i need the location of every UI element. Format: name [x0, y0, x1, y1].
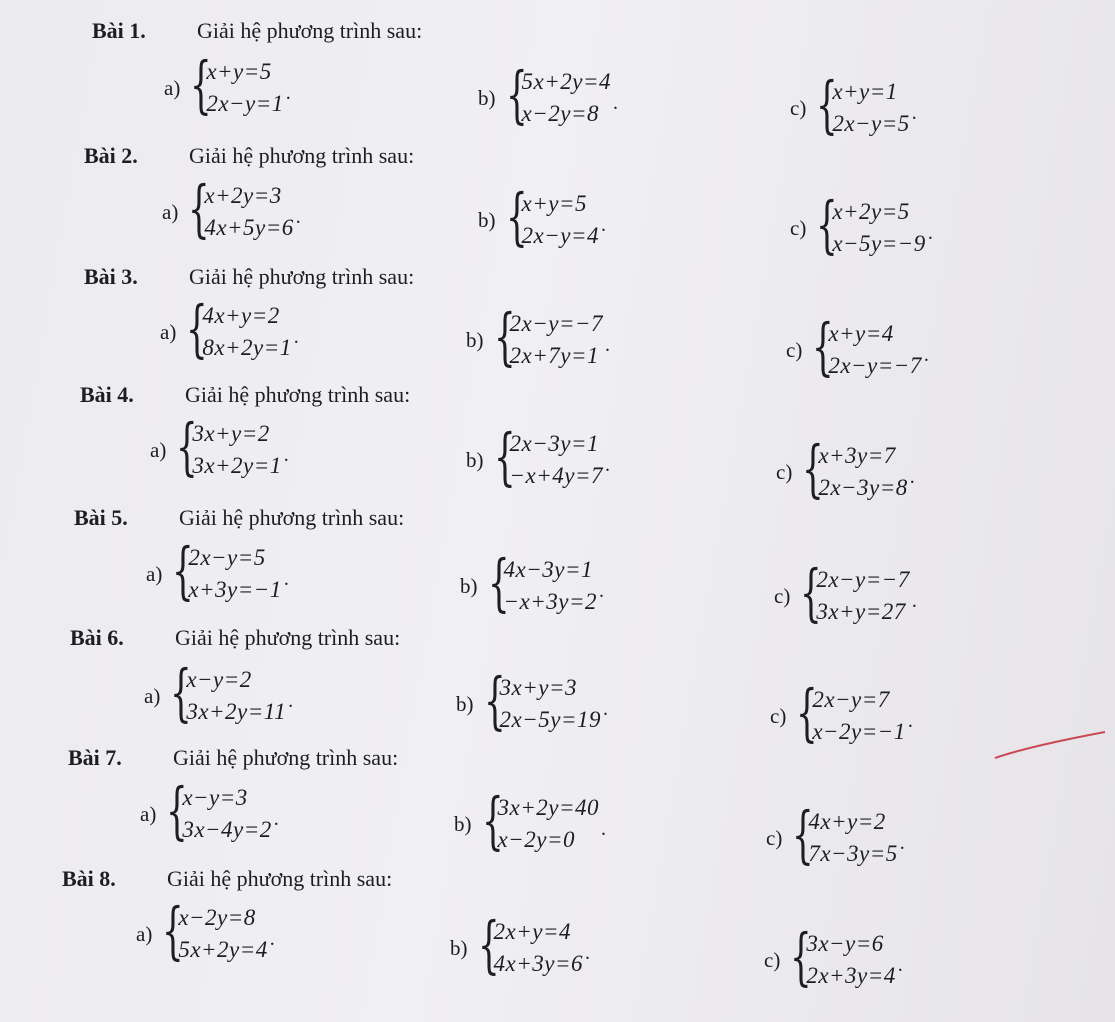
equation: 3x+y=27 [816, 599, 906, 624]
left-brace: { [812, 310, 835, 383]
left-brace: { [487, 546, 510, 619]
problem-label: a) [164, 75, 181, 100]
equation: x−y=3 [182, 785, 248, 810]
problem-8a: a) { x−2y=8 5x+2y=4 . [136, 894, 275, 967]
left-brace: { [802, 432, 825, 505]
problem-3b: b) { 2x−y=−7 2x+7y=1 . [466, 300, 610, 373]
left-brace: { [172, 534, 195, 607]
equation: x+y=5 [521, 191, 587, 216]
equation: 2x−y=4 [521, 223, 599, 248]
exercise-number: Bài 5. [74, 505, 128, 530]
left-brace: { [186, 292, 209, 365]
left-brace: { [796, 676, 819, 749]
equation: 2x−y=5 [832, 111, 910, 136]
left-brace: { [790, 920, 813, 993]
equation: x−2y=−1 [812, 719, 906, 744]
equation: 3x+2y=1 [192, 453, 282, 478]
exercise-number: Bài 2. [84, 143, 138, 168]
equation: 3x+2y=40 [497, 795, 599, 820]
pen-mark [990, 728, 1110, 768]
problem-1a: a) { x+y=5 2x−y=1 . [164, 48, 291, 121]
equation: 3x−4y=2 [182, 817, 272, 842]
equation: x−5y=−9 [832, 231, 926, 256]
exercise-instruction: Giải hệ phương trình sau: [179, 505, 405, 530]
exercise-number: Bài 7. [68, 745, 122, 770]
exercise-8-title [62, 866, 392, 892]
exercise-instruction: Giải hệ phương trình sau: [173, 745, 399, 770]
problem-4b: b) { 2x−3y=1 −x+4y=7 . [466, 420, 610, 493]
equation: −x+3y=2 [503, 589, 597, 614]
equation: 4x+y=2 [202, 303, 280, 328]
left-brace: { [800, 556, 823, 629]
problem-4a: a) { 3x+y=2 3x+2y=1 . [150, 410, 289, 483]
left-brace: { [493, 300, 516, 373]
problem-label: b) [450, 935, 468, 960]
left-brace: { [481, 784, 504, 857]
left-brace: { [505, 180, 528, 253]
equation: x+2y=3 [204, 183, 282, 208]
problem-4c: c) { x+3y=7 2x−3y=8 . [776, 432, 915, 505]
equation: x−y=2 [186, 667, 252, 692]
left-brace: { [816, 68, 839, 141]
problem-label: a) [136, 921, 153, 946]
problem-label: b) [478, 207, 496, 232]
problem-6b: b) { 3x+y=3 2x−5y=19 . [456, 664, 608, 737]
problem-label: b) [456, 691, 474, 716]
exercise-number: Bài 3. [84, 264, 138, 289]
equation: x+y=5 [206, 59, 272, 84]
problem-label: b) [478, 85, 496, 110]
exercise-number: Bài 4. [80, 382, 134, 407]
problem-2c: c) { x+2y=5 x−5y=−9 . [790, 188, 933, 261]
equation: 5x+2y=4 [178, 937, 268, 962]
problem-label: c) [774, 583, 791, 608]
problem-7c: c) { 4x+y=2 7x−3y=5 . [766, 798, 905, 871]
equation: 2x−3y=8 [818, 475, 908, 500]
equation: 2x+7y=1 [509, 343, 599, 368]
equation: 2x−y=−7 [509, 311, 603, 336]
problem-5c: c) { 2x−y=−7 3x+y=27 . [774, 556, 917, 629]
equation: 5x+2y=4 [521, 69, 611, 94]
exercise-instruction: Giải hệ phương trình sau: [185, 382, 411, 407]
left-brace: { [505, 58, 528, 131]
exercise-1-title [92, 18, 422, 44]
left-brace: { [176, 410, 199, 483]
problem-1b: b) { 5x+2y=4 x−2y=8 . [478, 58, 618, 131]
left-brace: { [188, 172, 211, 245]
exercise-number: Bài 8. [62, 866, 116, 891]
problem-label: c) [776, 459, 793, 484]
left-brace: { [162, 894, 185, 967]
problem-label: b) [454, 811, 472, 836]
equation: 3x−y=6 [806, 931, 884, 956]
exercise-6-title [70, 625, 400, 651]
equation: 2x−y=1 [206, 91, 284, 116]
problem-6c: c) { 2x−y=7 x−2y=−1 . [770, 676, 913, 749]
problem-label: a) [160, 319, 177, 344]
equation: 4x+y=2 [808, 809, 886, 834]
problem-label: a) [162, 199, 179, 224]
left-brace: { [816, 188, 839, 261]
problem-5a: a) { 2x−y=5 x+3y=−1 . [146, 534, 289, 607]
problem-1c: c) { x+y=1 2x−y=5 . [790, 68, 917, 141]
equation: 2x+y=4 [493, 919, 571, 944]
equation: x+3y=−1 [188, 577, 282, 602]
exercise-5-title [74, 505, 404, 531]
equation: 3x+2y=11 [186, 699, 287, 724]
problem-label: c) [790, 95, 807, 120]
problem-3c: c) { x+y=4 2x−y=−7 . [786, 310, 929, 383]
equation: 7x−3y=5 [808, 841, 898, 866]
equation: 2x−5y=19 [499, 707, 601, 732]
equation: x−2y=0 [497, 827, 575, 852]
problem-label: b) [460, 573, 478, 598]
equation: 2x−y=−7 [828, 353, 922, 378]
equation: 3x+y=2 [192, 421, 270, 446]
equation: x+y=4 [828, 321, 894, 346]
problem-label: a) [146, 561, 163, 586]
problem-2b: b) { x+y=5 2x−y=4 . [478, 180, 606, 253]
equation: 2x−y=7 [812, 687, 890, 712]
left-brace: { [483, 664, 506, 737]
equation: 2x−y=−7 [816, 567, 910, 592]
equation: 2x+3y=4 [806, 963, 896, 988]
exercise-3-title [84, 264, 414, 290]
exercise-number: Bài 6. [70, 625, 124, 650]
left-brace: { [166, 774, 189, 847]
equation: 4x+3y=6 [493, 951, 583, 976]
exercise-7-title [68, 745, 398, 771]
left-brace: { [477, 908, 500, 981]
exercise-4-title [80, 382, 410, 408]
left-brace: { [170, 656, 193, 729]
exercise-number: Bài 1. [92, 18, 146, 43]
problem-label: c) [770, 703, 787, 728]
equation: x−2y=8 [521, 101, 599, 126]
problem-2a: a) { x+2y=3 4x+5y=6 . [162, 172, 301, 245]
left-brace: { [190, 48, 213, 121]
problem-5b: b) { 4x−3y=1 −x+3y=2 . [460, 546, 604, 619]
equation: 2x−3y=1 [509, 431, 599, 456]
problem-label: c) [764, 947, 781, 972]
problem-6a: a) { x−y=2 3x+2y=11 . [144, 656, 294, 729]
equation: 4x+5y=6 [204, 215, 294, 240]
exercise-2-title [84, 143, 414, 169]
equation: 2x−y=5 [188, 545, 266, 570]
left-brace: { [792, 798, 815, 871]
problem-label: a) [140, 801, 157, 826]
equation: x+y=1 [832, 79, 898, 104]
equation: 3x+y=3 [499, 675, 577, 700]
problem-8c: c) { 3x−y=6 2x+3y=4 . [764, 920, 903, 993]
exercise-instruction: Giải hệ phương trình sau: [175, 625, 401, 650]
exercise-instruction: Giải hệ phương trình sau: [189, 264, 415, 289]
problem-label: c) [766, 825, 783, 850]
exercise-instruction: Giải hệ phương trình sau: [197, 18, 423, 43]
problem-7b: b) { 3x+2y=40 x−2y=0 . [454, 784, 606, 857]
equation: 4x−3y=1 [503, 557, 593, 582]
exercise-instruction: Giải hệ phương trình sau: [189, 143, 415, 168]
left-brace: { [493, 420, 516, 493]
problem-8b: b) { 2x+y=4 4x+3y=6 . [450, 908, 590, 981]
equation: x−2y=8 [178, 905, 256, 930]
problem-label: c) [786, 337, 803, 362]
problem-label: a) [150, 437, 167, 462]
equation: −x+4y=7 [509, 463, 603, 488]
equation: 8x+2y=1 [202, 335, 292, 360]
problem-label: a) [144, 683, 161, 708]
exercise-instruction: Giải hệ phương trình sau: [167, 866, 393, 891]
equation: x+3y=7 [818, 443, 896, 468]
problem-label: b) [466, 327, 484, 352]
equation: x+2y=5 [832, 199, 910, 224]
problem-label: c) [790, 215, 807, 240]
problem-3a: a) { 4x+y=2 8x+2y=1 . [160, 292, 299, 365]
problem-label: b) [466, 447, 484, 472]
problem-7a: a) { x−y=3 3x−4y=2 . [140, 774, 279, 847]
